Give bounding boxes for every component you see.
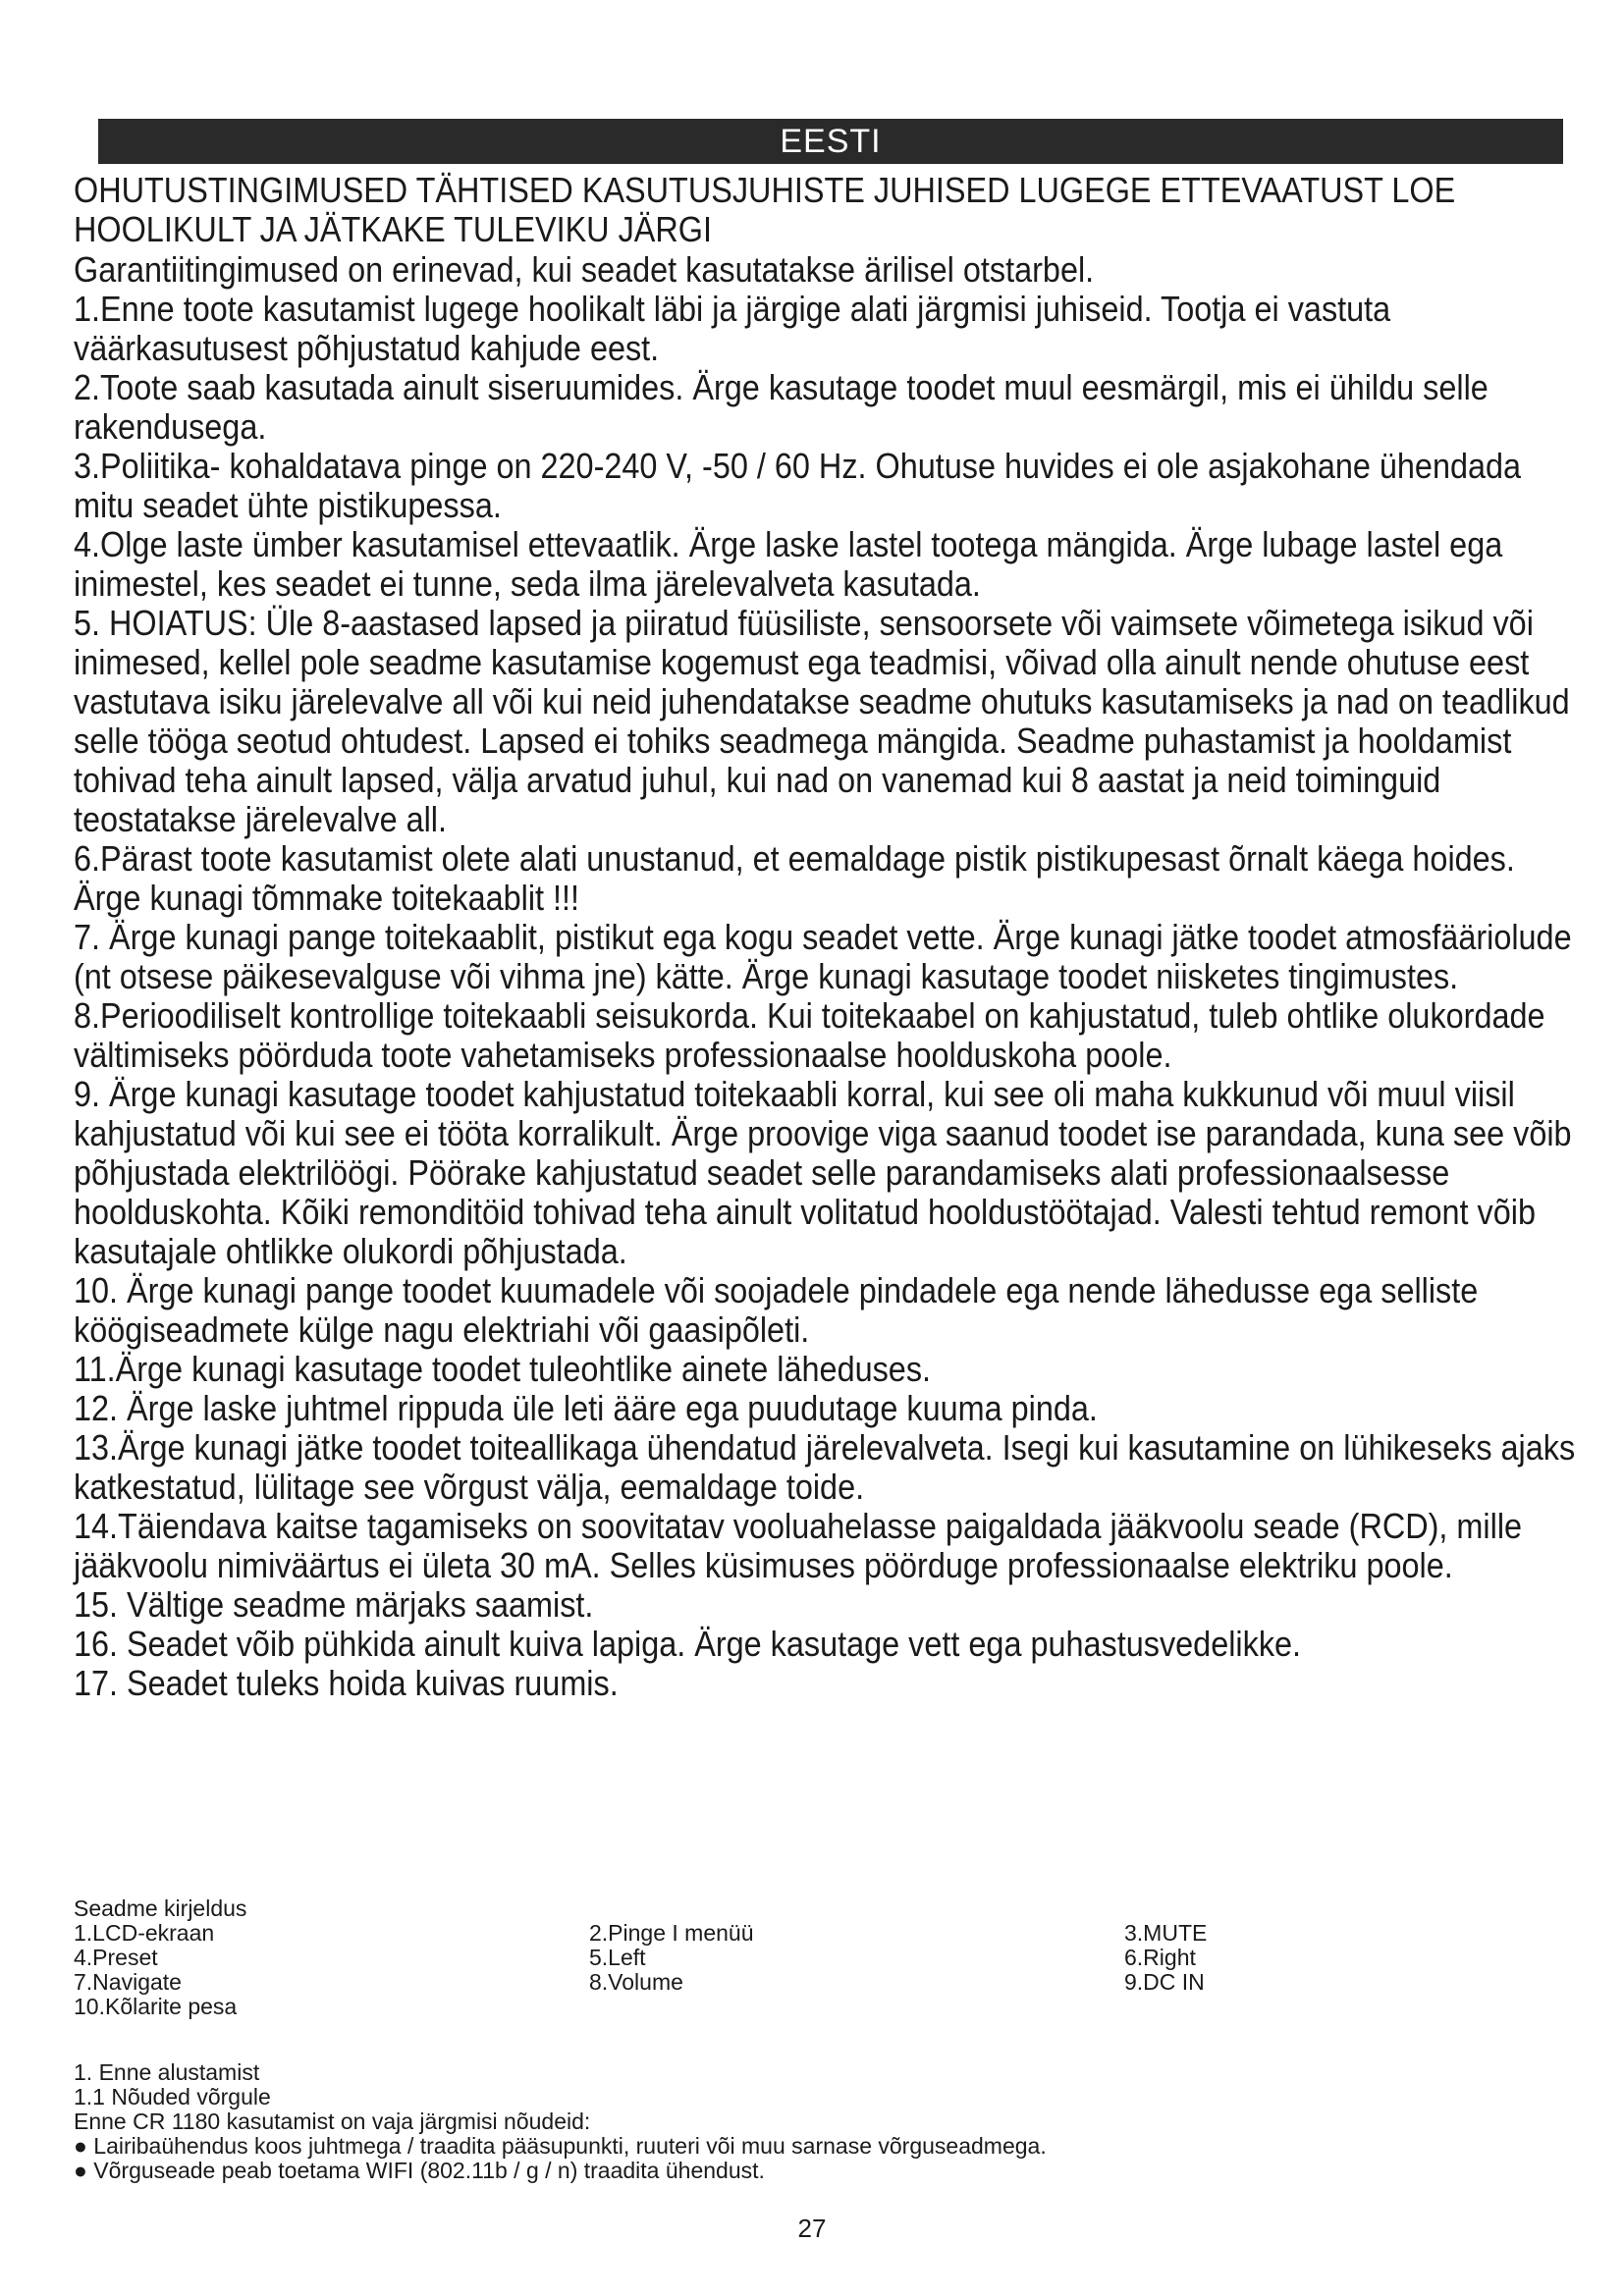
paragraph: 6.Pärast toote kasutamist olete alati unustanud, et eemaldage pistik pistikupesast õrnalt käega hoides. Ärge kunagi tõmmake toitekaablit !!! [74,838,1515,918]
requirements-intro: Enne CR 1180 kasutamist on vaja järgmisi nõudeid: [74,2109,591,2134]
paragraph: 11.Ärge kunagi kasutage toodet tuleohtlike ainete läheduses. [74,1349,932,1389]
paragraph: 5. HOIATUS: Üle 8-aastased lapsed ja piiratud füüsiliste, sensoorsete või vaimsete võimetega isikud või inimesed, kellel pole seadme kasutamise kogemust ega teadmisi, võivad olla ainult nende ohutuse eest vastutava isiku järelevalve all või kui neid juhendatakse seadme ohutuks kasutamiseks ja nad on teadlikud selle tööga seotud ohtudest. Lapsed ei tohiks seadmega mängida. Seadme puhastamist ja hooldamist tohivad teha ainult lapsed, välja arvatud juhul, kui nad on vanemad kui 8 aastat ja neid toiminguid teostatakse järelevalve all. [74,603,1570,839]
requirement-item: ● Lairibaühendus koos juhtmega / traadita pääsupunkti, ruuteri või muu sarnase võrguseadmega. [74,2133,1047,2159]
part-item: 2.Pinge I menüü [589,1920,754,1946]
part-item: 3.MUTE [1124,1920,1208,1946]
part-item: 5.Left [589,1945,646,1970]
language-label: EESTI [780,123,882,160]
network-requirements-heading: 1.1 Nõuded võrgule [74,2084,271,2109]
part-item: 8.Volume [589,1969,683,1995]
paragraph: 15. Vältige seadme märjaks saamist. [74,1584,594,1625]
safety-instructions [74,250,1576,1703]
paragraph: 16. Seadet võib pühkida ainult kuiva lapiga. Ärge kasutage vett ega puhastusvedelikke. [74,1624,1302,1664]
getting-started-section [74,2060,1576,2183]
part-item: 6.Right [1124,1945,1196,1970]
paragraph: 8.Perioodiliselt kontrollige toitekaabli seisukorda. Kui toitekaabel on kahjustatud, tuleb ohtlike olukordade vältimiseks pöörduda toote vahetamiseks professionaalse hoolduskoha poole. [74,995,1545,1075]
paragraph: 17. Seadet tuleks hoida kuivas ruumis. [74,1663,619,1703]
paragraph: 10. Ärge kunagi pange toodet kuumadele või soojadele pindadele ega nende lähedusse ega selliste köögiseadmete külge nagu elektriahi või gaasipõleti. [74,1270,1479,1350]
part-item: 10.Kõlarite pesa [74,1994,238,2019]
page-number: 27 [797,2214,827,2243]
paragraph: 1.Enne toote kasutamist lugege hoolikalt läbi ja järgige alati järgmisi juhiseid. Tootja ei vastuta väärkasutusest põhjustatud kahjude eest. [74,289,1391,368]
paragraph: 2.Toote saab kasutada ainult siseruumides. Ärge kasutage toodet muul eesmärgil, mis ei ühildu selle rakendusega. [74,367,1489,447]
getting-started-heading: 1. Enne alustamist [74,2059,260,2085]
paragraph: 3.Poliitika- kohaldatava pinge on 220-240 V, -50 / 60 Hz. Ohutuse huvides ei ole asjakohane ühendada mitu seadet ühte pistikupessa. [74,446,1522,525]
paragraph: 12. Ärge laske juhtmel rippuda üle leti ääre ega puudutage kuuma pinda. [74,1388,1098,1428]
paragraph: 4.Olge laste ümber kasutamisel ettevaatlik. Ärge laske lastel tootega mängida. Ärge lubage lastel ega inimestel, kes seadet ei tunne, seda ilma järelevalveta kasutada. [74,524,1503,604]
part-item: 9.DC IN [1124,1969,1205,1995]
device-description-title: Seadme kirjeldus [74,1896,247,1921]
paragraph: 13.Ärge kunagi jätke toodet toiteallikaga ühendatud järelevalveta. Isegi kui kasutamine on lühikeseks ajaks katkestatud, lülitage see võrgust välja, eemaldage toide. [74,1427,1576,1507]
paragraph: 14.Täiendava kaitse tagamiseks on soovitatav vooluahelasse paigaldada jääkvoolu seade (RCD), mille jääkvoolu nimiväärtus ei ületa 30 mA. Selles küsimuses pöörduge professionaalse elektriku poole. [74,1506,1523,1585]
language-header-bar [98,119,1563,164]
part-item: 1.LCD-ekraan [74,1920,215,1946]
paragraph: 9. Ärge kunagi kasutage toodet kahjustatud toitekaabli korral, kui see oli maha kukkunud või muul viisil kahjustatud või kui see ei tööta korralikult. Ärge proovige viga saanud toodet ise parandada, kuna see võib põhjustada elektrilöögi. Pöörake kahjustatud seadet selle parandamiseks alati professionaalsesse hoolduskohta. Kõiki remonditöid tohivad teha ainult volitatud hooldustöötajad. Valesti tehtud remont võib kasutajale ohtlikke olukordi põhjustada. [74,1074,1572,1271]
device-parts-list [74,1921,1576,2019]
part-item: 4.Preset [74,1945,158,1970]
device-description [74,1896,1576,2019]
safety-heading: OHUTUSTINGIMUSED TÄHTISED KASUTUSJUHISTE JUHISED LUGEGE ETTEVAATUST LOE HOOLIKULT JA JÄTKAKE TULEVIKU JÄRGI [74,170,1456,249]
part-item: 7.Navigate [74,1969,182,1995]
paragraph: Garantiitingimused on erinevad, kui seadet kasutatakse ärilisel otstarbel. [74,249,1095,290]
paragraph: 7. Ärge kunagi pange toitekaablit, pistikut ega kogu seadet vette. Ärge kunagi jätke toodet atmosfääriolude (nt otsese päikesevalguse või vihma jne) kätte. Ärge kunagi kasutage toodet niisketes tingimustes. [74,917,1572,996]
requirement-item: ● Võrguseade peab toetama WIFI (802.11b / g / n) traadita ühendust. [74,2158,765,2183]
